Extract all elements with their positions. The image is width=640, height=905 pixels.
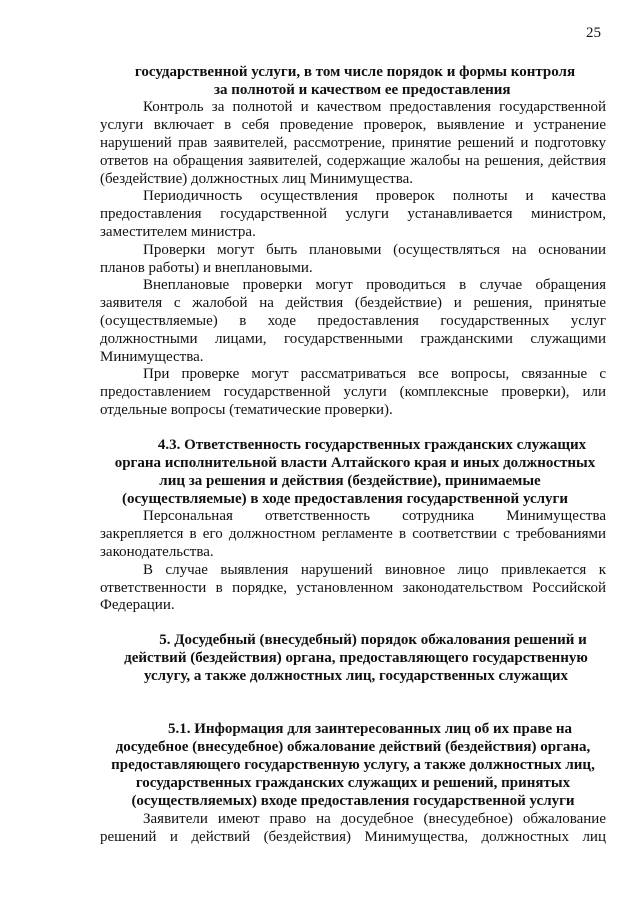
- paragraph-line: Внеплановые проверки могут проводиться в случае обращения: [143, 277, 606, 293]
- paragraph-line: Периодичность осуществления проверок полноты и качества: [143, 188, 606, 204]
- heading-line: услугу, а также должностных лиц, государственных служащих: [143, 668, 569, 684]
- paragraph-line: услуги включает в себя проведение проверок, выявление и устранение: [100, 117, 606, 133]
- paragraph-line: (бездействие) должностных лиц Минимущества.: [100, 171, 414, 187]
- paragraph-line: заместителем министра.: [100, 224, 256, 240]
- heading-line: 4.3. Ответственность государственных гражданских служащих: [157, 437, 587, 453]
- paragraph-line: (осуществляемые) в ходе предоставления государственных услуг: [100, 313, 606, 329]
- paragraph-line: предоставлением государственной услуги (комплексные проверки), или: [100, 384, 606, 400]
- paragraph-line: предоставления государственной услуги устанавливается министром,: [100, 206, 606, 222]
- heading-line: досудебное (внесудебное) обжалование действий (бездействия) органа,: [115, 739, 591, 755]
- paragraph-line: нарушений прав заявителей, рассмотрение, принятие решений и подготовку: [100, 135, 606, 151]
- paragraph-line: При проверке могут рассматриваться все вопросы, связанные с: [143, 366, 606, 382]
- heading-line: (осуществляемых) входе предоставления государственной услуги: [131, 793, 575, 809]
- paragraph-line: Контроль за полнотой и качеством предоставления государственной: [143, 99, 606, 115]
- paragraph-line: В случае выявления нарушений виновное лицо привлекается к: [143, 562, 606, 578]
- heading-line: (осуществляемые) в ходе предоставления государственной услуги: [121, 491, 569, 507]
- paragraph-line: законодательства.: [100, 544, 214, 560]
- page-number: 25: [586, 25, 601, 41]
- paragraph-line: должностными лицами, государственными гражданскими служащими: [100, 331, 606, 347]
- heading-line: действий (бездействия) органа, предоставляющего государственную: [124, 650, 588, 666]
- heading-line: органа исполнительной власти Алтайского края и иных должностных: [114, 455, 596, 471]
- heading-line: предоставляющего государственную услугу, а также должностных лиц,: [111, 757, 595, 773]
- paragraph-line: Федерации.: [100, 597, 175, 613]
- heading-line: 5. Досудебный (внесудебный) порядок обжалования решений и: [159, 632, 587, 648]
- heading-line: 5.1. Информация для заинтересованных лиц об их праве на: [167, 721, 573, 737]
- paragraph-line: планов работы) и внеплановыми.: [100, 260, 313, 276]
- paragraph-line: заявителя с жалобой на действия (бездействие) и решения, принятые: [100, 295, 606, 311]
- paragraph-line: ответов на обращения заявителей, содержащие жалобы на решения, действия: [100, 153, 606, 169]
- paragraph-line: ответственности в порядке, установленном законодательством Российской: [100, 580, 606, 596]
- paragraph-line: отдельные вопросы (тематические проверки).: [100, 402, 393, 418]
- paragraph-line: Заявители имеют право на досудебное (внесудебное) обжалование: [143, 811, 606, 827]
- heading-line: государственных гражданских служащих и решений, принятых: [135, 775, 571, 791]
- heading-line: за полнотой и качеством ее предоставления: [214, 82, 511, 98]
- heading-line: лиц за решения и действия (бездействие), принимаемые: [159, 473, 541, 489]
- paragraph-line: решений и действий (бездействия) Минимущества, должностных лиц: [100, 829, 606, 845]
- paragraph-line: Проверки могут быть плановыми (осуществляться на основании: [143, 242, 606, 258]
- paragraph-line: Персональная ответственность сотрудника Минимущества: [143, 508, 606, 524]
- paragraph-line: Минимущества.: [100, 349, 204, 365]
- heading-line: государственной услуги, в том числе порядок и формы контроля: [134, 64, 576, 80]
- paragraph-line: закрепляется в его должностном регламенте в соответствии с требованиями: [100, 526, 606, 542]
